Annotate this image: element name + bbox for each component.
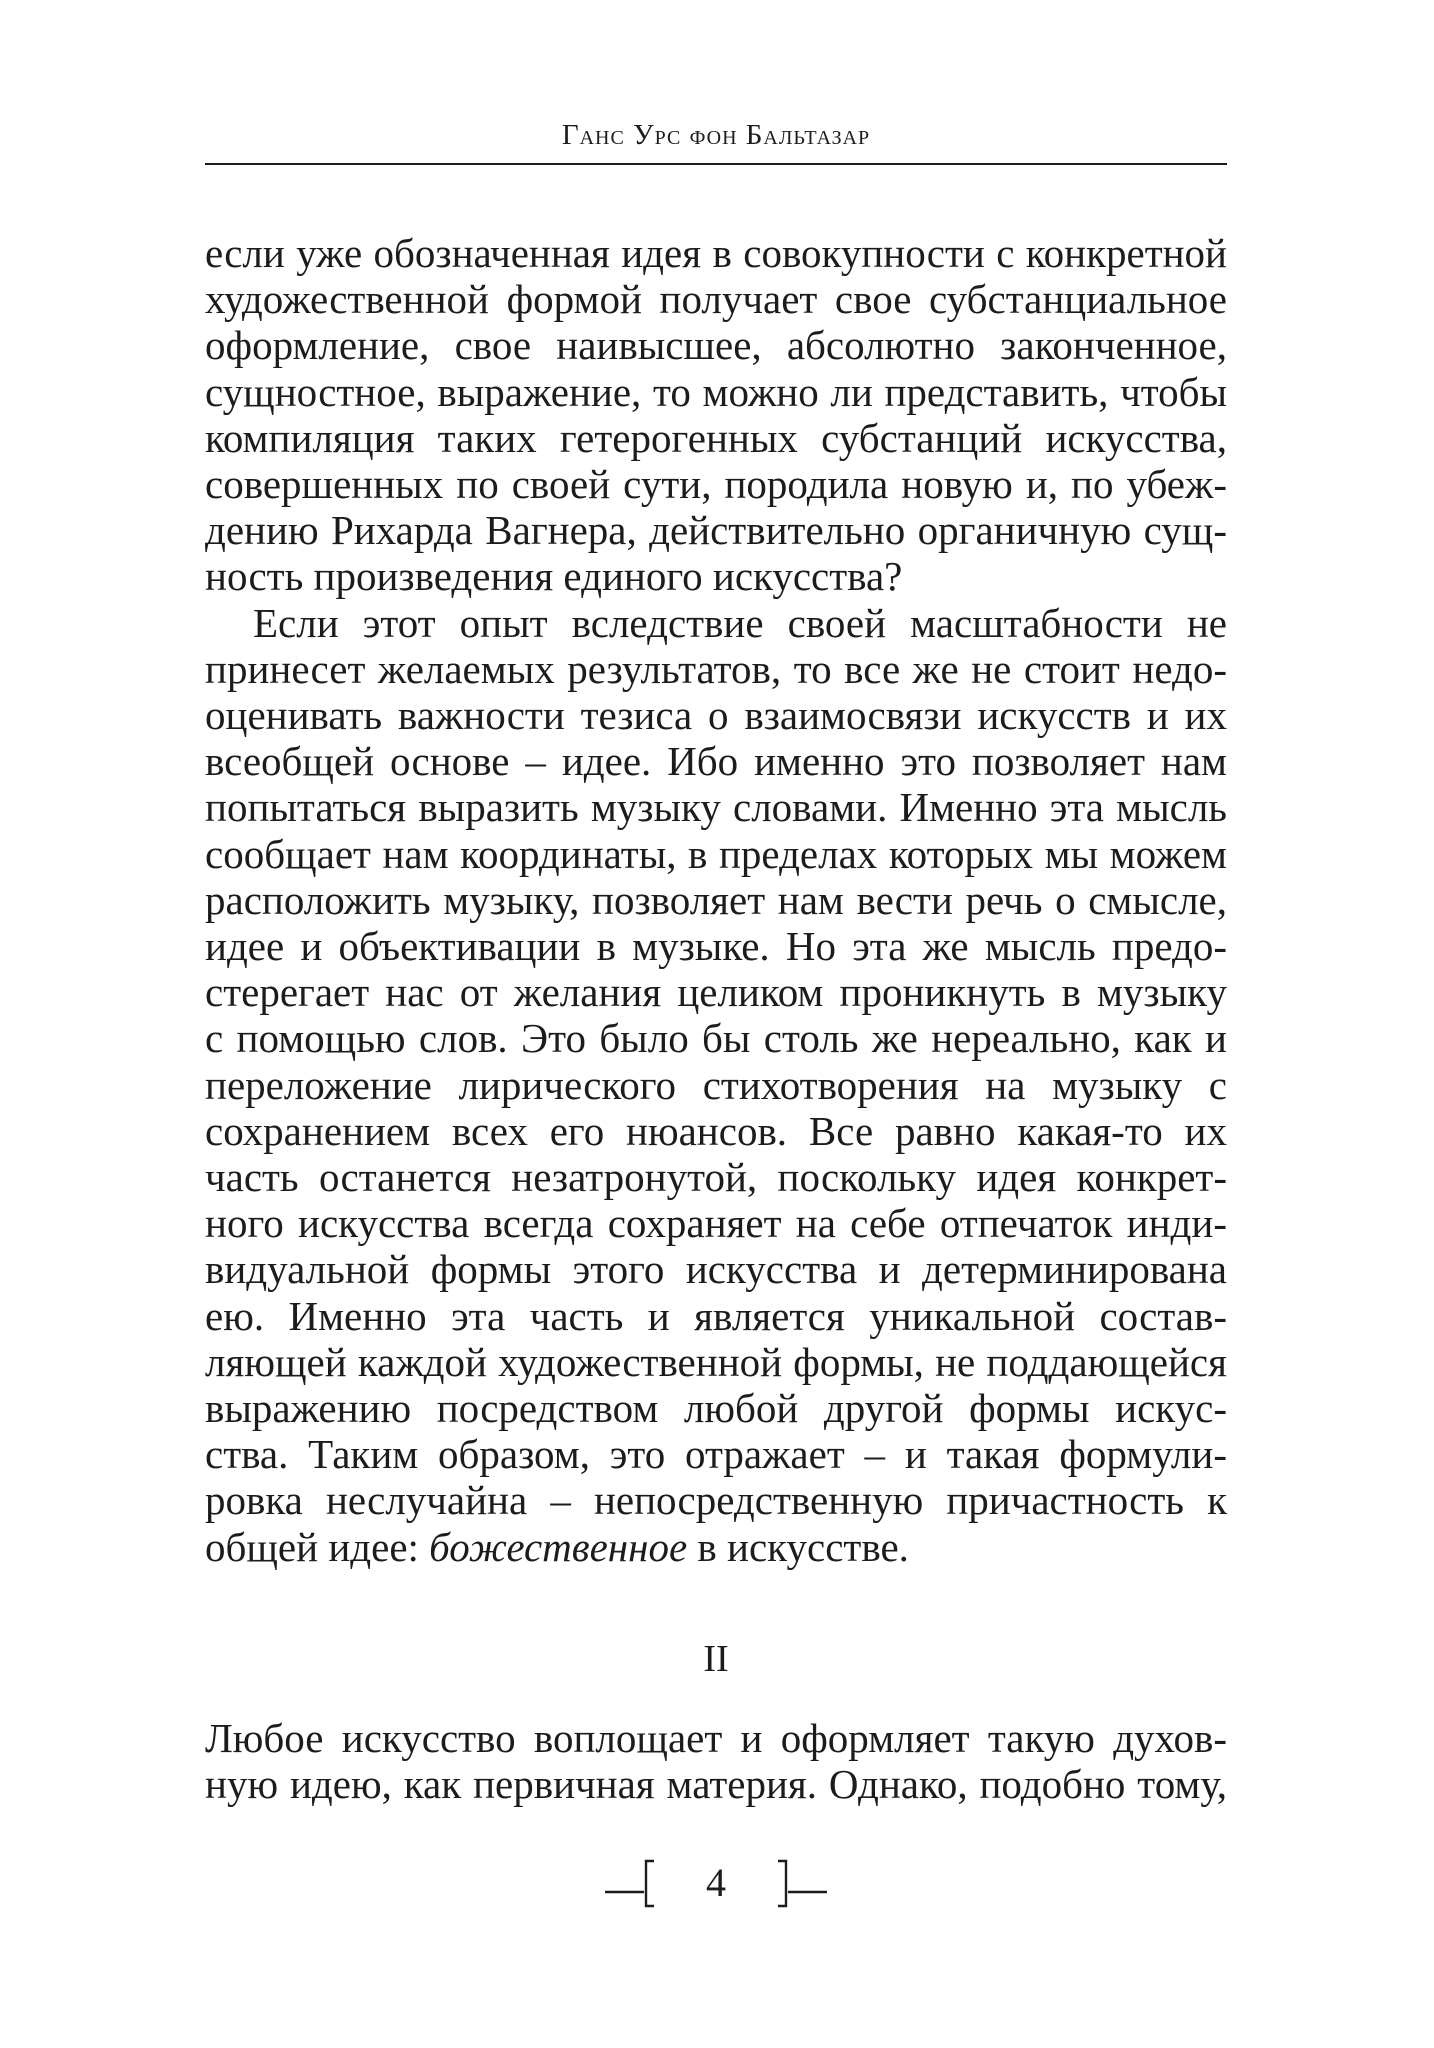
text-line: сообщает нам координаты, в пределах которых мы можем [205, 830, 1227, 877]
text-line: совершенных по своей сути, породила новую и, по убеж- [205, 461, 1227, 508]
text-line: часть останется незатронутой, поскольку идея конкрет- [205, 1154, 1227, 1201]
text-line: дению Рихарда Вагнера, действительно органичную сущ- [205, 507, 1227, 554]
text-line: ляющей каждой художественной формы, не поддающейся [205, 1338, 1227, 1385]
running-head: Ганс Урс фон Бальтазар [561, 119, 871, 151]
text-run: в искусстве. [687, 1523, 909, 1570]
text-line: ровка неслучайна – непосредственную причастность к [205, 1477, 1227, 1524]
text-line: оформление, свое наивысшее, абсолютно законченное, [205, 322, 1227, 369]
text-line: ную идею, как первичная материя. Однако, подобно тому, [205, 1761, 1227, 1808]
text-line: если уже обозначенная идея в совокупности с конкретной [205, 230, 1227, 276]
header-rule [205, 163, 1227, 165]
text-line-final [205, 1524, 1227, 1570]
text-line: Если этот опыт вследствие своей масштабности не [253, 599, 1227, 646]
section-text [205, 1715, 1227, 1807]
text-line: расположить музыку, позволяет нам вести речь о смысле, [205, 876, 1227, 923]
text-line: стерегает нас от желания целиком проникнуть в музыку [205, 969, 1227, 1016]
text-line: ею. Именно эта часть и является уникальной состав- [205, 1292, 1227, 1339]
text-line: переложение лирического стихотворения на музыку с [205, 1061, 1227, 1108]
text-line: оценивать важности тезиса о взаимосвязи искусств и их [205, 692, 1227, 739]
emphasis-text: божественное [429, 1523, 688, 1570]
page-number-ornament [605, 1855, 827, 1911]
text-line: ность произведения единого искусства? [205, 553, 903, 600]
text-line: ства. Таким образом, это отражает – и такая формули- [205, 1431, 1227, 1478]
text-line: художественной формой получает свое субстанциальное [205, 276, 1227, 323]
text-line: Любое искусство воплощает и оформляет такую духов- [205, 1715, 1227, 1761]
text-line: сохранением всех его нюансов. Все равно какая-то их [205, 1107, 1227, 1154]
text-line: идее и объективации в музыке. Но эта же мысль предо- [205, 923, 1227, 970]
text-run: общей идее: [205, 1523, 430, 1570]
section-number: II [703, 1638, 729, 1680]
text-line: всеобщей основе – идее. Ибо именно это позволяет нам [205, 738, 1227, 785]
text-line: с помощью слов. Это было бы столь же нереально, как и [205, 1015, 1227, 1062]
text-line: ного искусства всегда сохраняет на себе отпечаток инди- [205, 1200, 1227, 1247]
text-line: принесет желаемых результатов, то все же не стоит недо- [205, 645, 1227, 692]
text-line: видуальной формы этого искусства и детерминирована [205, 1246, 1227, 1293]
text-line: выражению посредством любой другой формы искус- [205, 1385, 1227, 1432]
main-text [205, 230, 1227, 1570]
text-line: сущностное, выражение, то можно ли представить, чтобы [205, 368, 1227, 415]
text-line: попытаться выразить музыку словами. Именно эта мысль [205, 784, 1227, 831]
text-line: компиляция таких гетерогенных субстанций искусства, [205, 414, 1227, 461]
page-number: 4 [706, 1860, 726, 1905]
